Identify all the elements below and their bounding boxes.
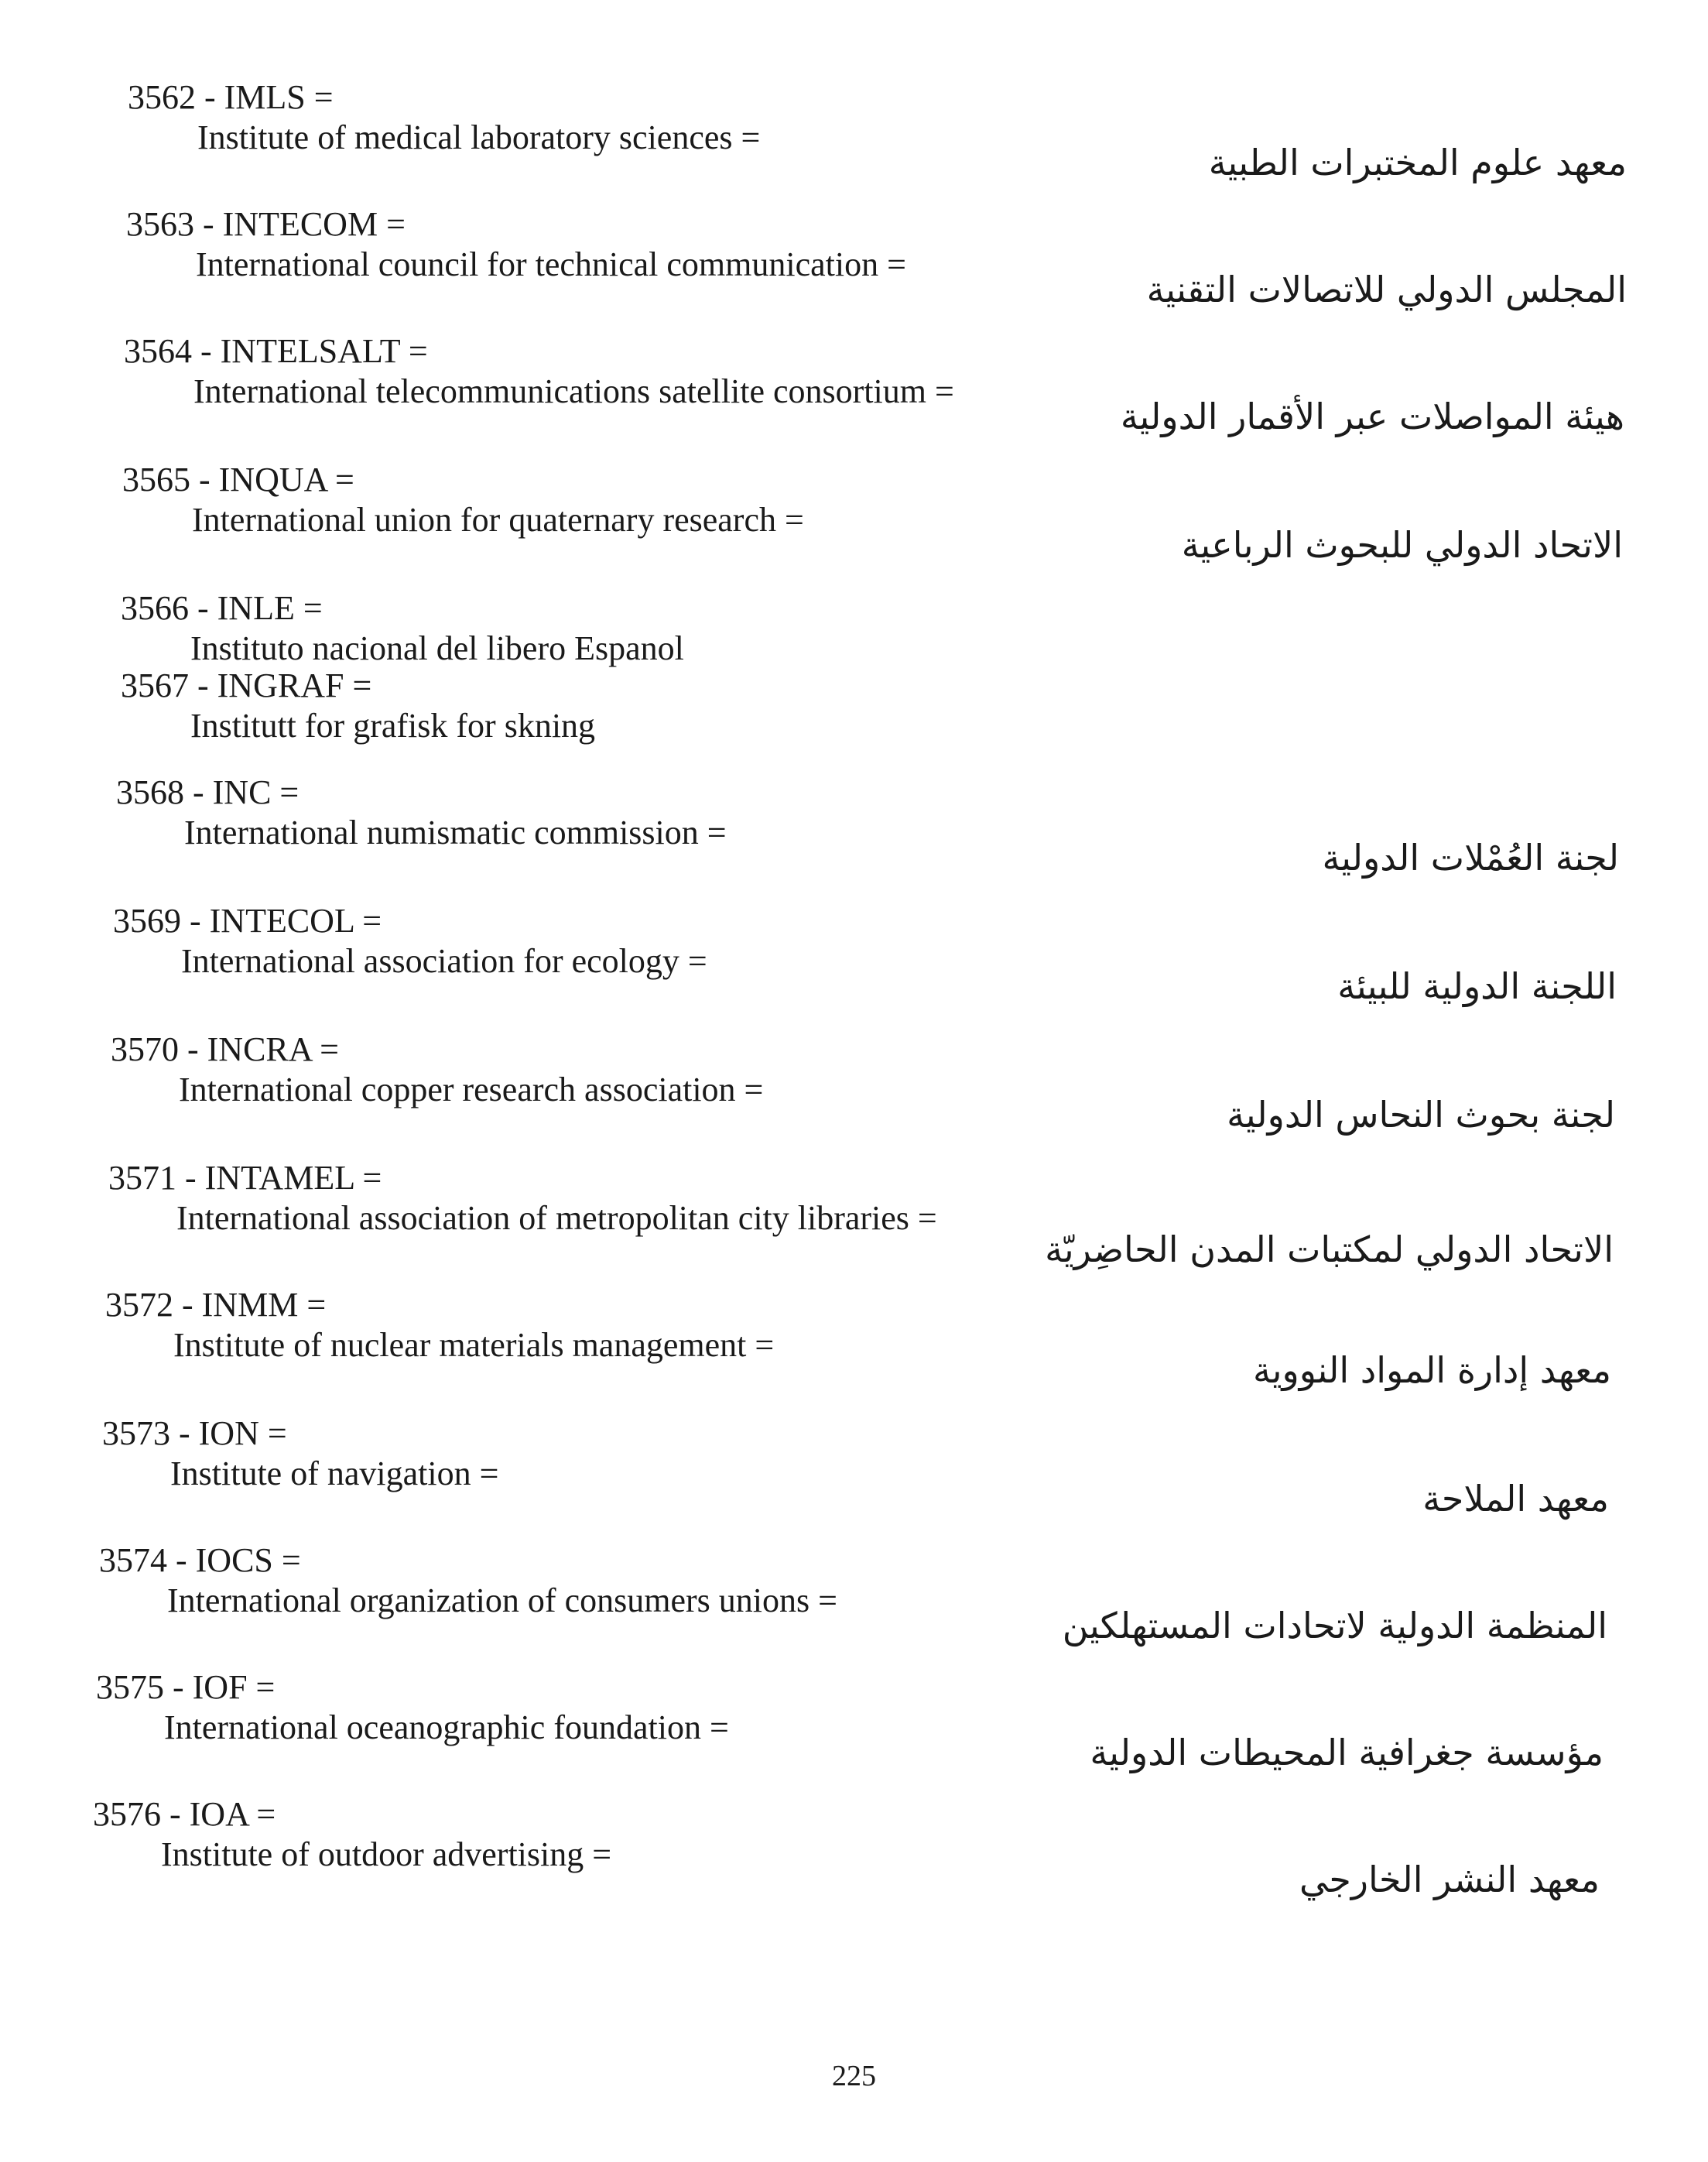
entry-arabic: المجلس الدولي للاتصالات التقنية: [1146, 269, 1627, 310]
entry-3571: [0, 1158, 1708, 1282]
entry-code: 3571 - INTAMEL =: [108, 1159, 382, 1197]
entry-arabic: اللجنة الدولية للبيئة: [1337, 965, 1617, 1007]
entry-english: Institute of nuclear materials management =: [173, 1326, 775, 1364]
entry-code: 3569 - INTECOL =: [113, 902, 382, 940]
entry-english: International union for quaternary research =: [192, 501, 804, 539]
entry-3568: [0, 773, 1708, 896]
entry-english: International numismatic commission =: [184, 814, 727, 851]
entry-code: 3563 - INTECOM =: [126, 205, 406, 243]
entry-english: International telecommunications satellite consortium =: [193, 372, 954, 410]
entry-3574: [0, 1540, 1708, 1664]
entry-english: Institute of navigation =: [170, 1454, 499, 1492]
entry-english: International organization of consumers unions =: [167, 1581, 837, 1619]
entry-3576: [0, 1794, 1708, 1918]
entry-code: 3570 - INCRA =: [111, 1030, 339, 1068]
entry-code: 3567 - INGRAF =: [121, 666, 372, 704]
entry-3570: [0, 1030, 1708, 1153]
entry-arabic: معهد الملاحة: [1422, 1478, 1609, 1520]
entry-arabic: هيئة المواصلات عبر الأقمار الدولية: [1120, 396, 1624, 437]
entry-english: International association of metropolitan city libraries =: [176, 1199, 937, 1237]
entry-3563: [0, 204, 1708, 328]
entry-code: 3562 - IMLS =: [128, 78, 334, 116]
entry-english: Institute of medical laboratory sciences =: [197, 118, 761, 156]
entry-3569: [0, 901, 1708, 1025]
entry-code: 3566 - INLE =: [121, 589, 323, 627]
entry-3575: [0, 1667, 1708, 1791]
entry-arabic: المنظمة الدولية لاتحادات المستهلكين: [1062, 1605, 1607, 1646]
entry-english: International council for technical communication =: [196, 245, 906, 283]
entry-code: 3575 - IOF =: [96, 1668, 276, 1706]
entry-code: 3573 - ION =: [102, 1414, 287, 1452]
entry-english: International copper research association =: [179, 1071, 764, 1108]
entry-arabic: معهد علوم المختبرات الطبية: [1208, 142, 1627, 183]
entry-3562: [0, 77, 1708, 201]
entry-english: International oceanographic foundation =: [164, 1708, 729, 1746]
entry-3565: [0, 460, 1708, 584]
entry-3564: [0, 331, 1708, 455]
page-number: 225: [832, 2060, 876, 2092]
entry-code: 3568 - INC =: [116, 773, 299, 811]
entry-arabic: لجنة بحوث النحاس الدولية: [1227, 1094, 1615, 1136]
entry-english: Instituto nacional del libero Espanol: [190, 629, 684, 667]
entry-code: 3576 - IOA =: [93, 1795, 276, 1833]
entry-arabic: معهد إدارة المواد النووية: [1253, 1349, 1611, 1391]
entry-arabic: لجنة العُمْلات الدولية: [1322, 837, 1619, 879]
entry-arabic: الاتحاد الدولي للبحوث الرباعية: [1181, 524, 1623, 566]
entry-3573: [0, 1413, 1708, 1537]
entry-3567: [0, 666, 1708, 790]
entry-english: International association for ecology =: [181, 942, 707, 980]
entry-code: 3564 - INTELSALT =: [124, 332, 428, 370]
entry-code: 3565 - INQUA =: [122, 461, 354, 499]
entry-english: Institutt for grafisk for skning: [190, 707, 596, 745]
entry-code: 3574 - IOCS =: [99, 1541, 301, 1579]
entry-arabic: الاتحاد الدولي لمكتبات المدن الحاضِريّة: [1045, 1228, 1614, 1270]
entry-code: 3572 - INMM =: [105, 1286, 327, 1324]
entry-arabic: معهد النشر الخارجي: [1299, 1859, 1600, 1900]
entry-3572: [0, 1285, 1708, 1409]
entry-arabic: مؤسسة جغرافية المحيطات الدولية: [1090, 1732, 1604, 1773]
entry-english: Institute of outdoor advertising =: [161, 1835, 612, 1873]
